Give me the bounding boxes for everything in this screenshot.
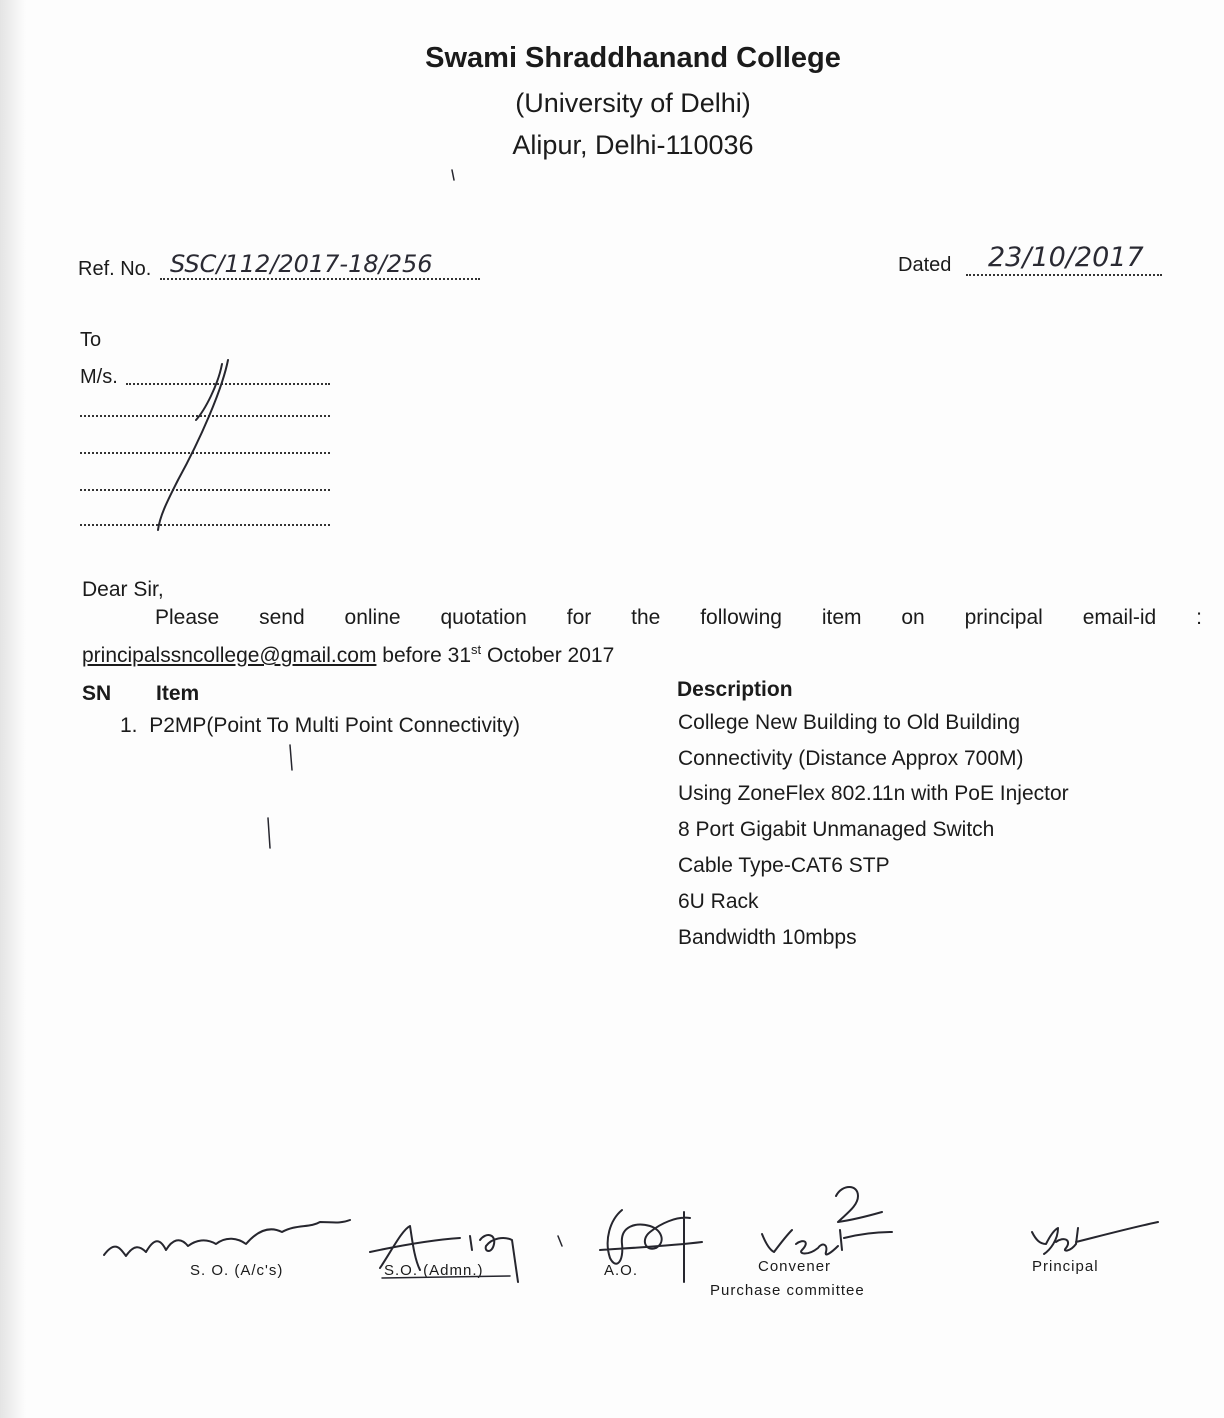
description-line: Cable Type-CAT6 STP xyxy=(678,854,890,877)
address-line-5 xyxy=(80,524,330,526)
handwritten-date: 23/10/2017 xyxy=(988,242,1144,273)
signature-convener xyxy=(762,1230,842,1254)
college-address: Alipur, Delhi-110036 xyxy=(512,130,754,160)
request-word: quotation xyxy=(440,606,527,629)
request-word: on xyxy=(901,606,925,629)
sn-column-header: SN xyxy=(82,682,112,705)
request-word: for xyxy=(566,606,592,629)
address-line-1 xyxy=(126,383,330,385)
ref-no-dotted-line xyxy=(160,278,480,280)
row-item: P2MP(Point To Multi Point Connectivity) xyxy=(149,714,520,737)
email-deadline-line xyxy=(82,644,614,668)
ink-tick xyxy=(558,1236,562,1246)
deadline-superscript: st xyxy=(471,642,482,657)
address-line-2 xyxy=(80,415,330,417)
college-name: Swami Shraddhanand College xyxy=(425,42,841,74)
request-word: the xyxy=(631,606,661,629)
signature-label-principal: Principal xyxy=(1032,1258,1099,1275)
address-line-4 xyxy=(80,489,330,491)
table-row xyxy=(120,714,520,738)
request-word: email-id xyxy=(1082,606,1157,629)
request-line xyxy=(82,606,1202,630)
handwritten-ref-number: SSC/112/2017-18/256 xyxy=(170,250,433,278)
ref-no-label: Ref. No. xyxy=(78,258,152,280)
description-line: College New Building to Old Building xyxy=(678,711,1021,734)
signature-convener-mark xyxy=(836,1187,892,1238)
item-column-header: Item xyxy=(156,682,200,705)
scan-edge-shadow xyxy=(0,0,26,1418)
signature-label-so-admin: S.O. (Admn.) xyxy=(384,1262,484,1279)
description-column-header: Description xyxy=(677,678,793,701)
request-word: send xyxy=(259,606,305,629)
description-line: 8 Port Gigabit Unmanaged Switch xyxy=(678,818,995,841)
deadline-text-before: before 31 xyxy=(376,644,472,667)
signature-label-purchase-committee: Purchase committee xyxy=(710,1282,865,1299)
salutation: Dear Sir, xyxy=(82,578,164,601)
description-line: Connectivity (Distance Approx 700M) xyxy=(678,747,1024,770)
deadline-text-after: October 2017 xyxy=(481,644,615,667)
request-word: Please xyxy=(155,606,220,629)
request-word: online xyxy=(344,606,401,629)
description-line: 6U Rack xyxy=(678,890,759,913)
email-address: principalssncollege@gmail.com xyxy=(82,644,377,667)
ms-label: M/s. xyxy=(80,366,118,388)
request-word: following xyxy=(700,606,782,629)
signature-label-so-accounts: S. O. (A/c's) xyxy=(190,1262,284,1279)
ink-tick xyxy=(452,170,454,180)
request-word: principal xyxy=(964,606,1043,629)
signature-so-accounts xyxy=(104,1220,350,1256)
address-strike-mark xyxy=(196,364,222,420)
ink-tick xyxy=(290,745,292,770)
address-line-3 xyxy=(80,452,330,454)
address-strike-mark xyxy=(158,360,228,530)
signature-principal xyxy=(1032,1222,1158,1254)
signature-label-convener: Convener xyxy=(758,1258,832,1275)
dated-dotted-line xyxy=(966,274,1162,276)
row-sn: 1. xyxy=(120,714,138,737)
to-label: To xyxy=(80,329,102,351)
dated-label: Dated xyxy=(898,254,952,276)
signature-label-ao: A.O. xyxy=(604,1262,639,1279)
description-line: Bandwidth 10mbps xyxy=(678,926,857,949)
request-word: : xyxy=(1196,606,1202,629)
university-name: (University of Delhi) xyxy=(515,88,751,118)
request-word: item xyxy=(821,606,862,629)
ink-tick xyxy=(268,818,270,848)
description-line: Using ZoneFlex 802.11n with PoE Injector xyxy=(678,782,1069,805)
